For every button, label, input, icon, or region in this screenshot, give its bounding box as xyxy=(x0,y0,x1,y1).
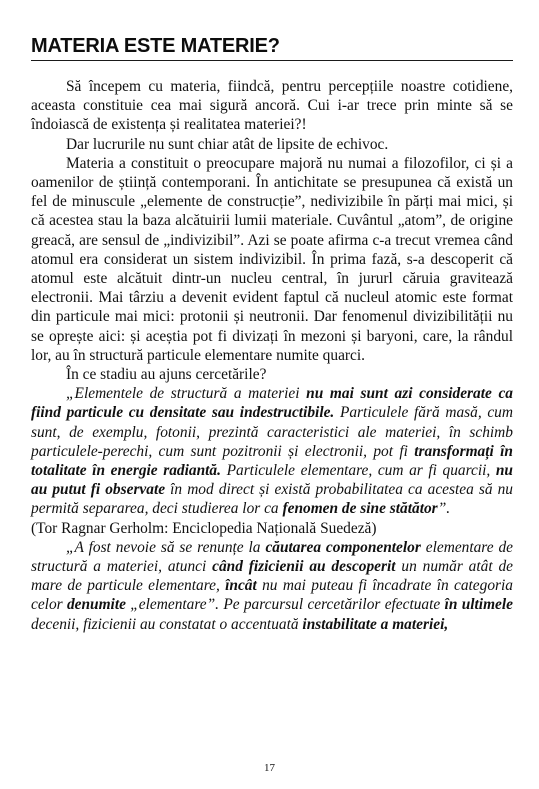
paragraph-2: Dar lucrurile nu sunt chiar atât de lipsite de echivoc. xyxy=(66,135,389,153)
quote1-emphasis: fenomen de sine stătător xyxy=(282,500,438,518)
book-page xyxy=(31,34,513,774)
quote1-emphasis: nu au putut fi observate xyxy=(31,462,513,499)
quote2-part: „elementare”. Pe parcursul cercetărilor efectuate xyxy=(125,596,445,614)
quote1-part: în mod direct și există probabilitatea ca acestea să nu permită separarea, deci studierea lor ca xyxy=(31,481,513,518)
quote2-emphasis: când fizicienii au descoperit xyxy=(212,558,396,576)
page-number: 17 xyxy=(264,762,275,774)
quote2-emphasis: în ultimele xyxy=(444,596,513,614)
quote1-part: ”. xyxy=(437,500,451,518)
quote-second xyxy=(31,538,513,634)
quote2-part: un număr atât de mare de particule elementare, xyxy=(31,558,513,595)
quote-source: (Tor Ragnar Gerholm: Enciclopedia Națională Suedeză) xyxy=(31,519,377,537)
chapter-title: MATERIA ESTE MATERIE? xyxy=(31,35,280,57)
title-underline xyxy=(31,60,513,61)
paragraph-1: Să începem cu materia, fiindcă, pentru percepțiile noastre cotidiene, aceasta constituie cea mai sigură ancoră. Cui i-ar trece prin minte să se îndoiască de existența și realitatea materiei?! xyxy=(31,78,513,134)
quote2-emphasis: instabilitate a materiei, xyxy=(302,615,449,633)
paragraph-4: În ce stadiu au ajuns cercetările? xyxy=(66,366,267,384)
quote1-part: Particulele elementare, cum ar fi quarcii, xyxy=(220,462,496,480)
quote1-emphasis: nu mai sunt azi considerate ca fiind particule cu densitate sau indestructibile. xyxy=(31,385,513,422)
body-text xyxy=(31,77,513,634)
quote1-part: Particulele fără masă, cum sunt, de exemplu, fotonii, prezintă caracteristici ale materiei, în schimb particulele-perechi, cum sunt pozitronii și electronii, pot fi xyxy=(31,404,513,460)
quote1-emphasis: transformați în totalitate în energie radiantă. xyxy=(31,442,513,480)
quote2-part: nu mai puteau fi încadrate în categoria celor xyxy=(31,577,513,614)
quote2-emphasis: căutarea componentelor xyxy=(265,538,421,556)
quote2-part: decenii, fizicienii au constatat o accentuată xyxy=(31,615,303,633)
quote-gerholm xyxy=(31,384,513,518)
quote2-emphasis: încât xyxy=(225,577,257,595)
quote2-part: elementare de structură a materiei, atunci xyxy=(31,538,514,576)
paragraph-3: Materia a constituit o preocupare majoră nu numai a filozofilor, ci și a oamenilor de știință contemporani. În antichitate se presupunea că există un fel de minuscule „elemente de construcție”, nedivizibile în părți mai mici, și că acestea stau la baza alcătuirii lumii materiale. Cuvântul „atom”, de origine greacă, are sensul de „indivizibil”. Azi se poate afirma c-a trecut vremea când atomul era considerat un sistem indivizibil. În prima fază, s-a descoperit că atomul este alcătuit dintr-un nucleu central, în jururl căruia gravitează electronii. Mai târziu a devenit evident faptul că nucleul atomic este format din particule mai mici: protonii și neutronii. Dar fenomenul divizibilității nu se oprește aici: și aceștia pot fi divizați în mezoni și baryoni, care, la rândul lor, au în structură particule elementare numite quarci. xyxy=(31,154,513,364)
quote2-emphasis: denumite xyxy=(66,596,126,614)
quote2-part: „A fost nevoie să se renunțe la xyxy=(66,538,266,556)
quote1-part: „Elementele de structură a materiei xyxy=(66,385,307,403)
